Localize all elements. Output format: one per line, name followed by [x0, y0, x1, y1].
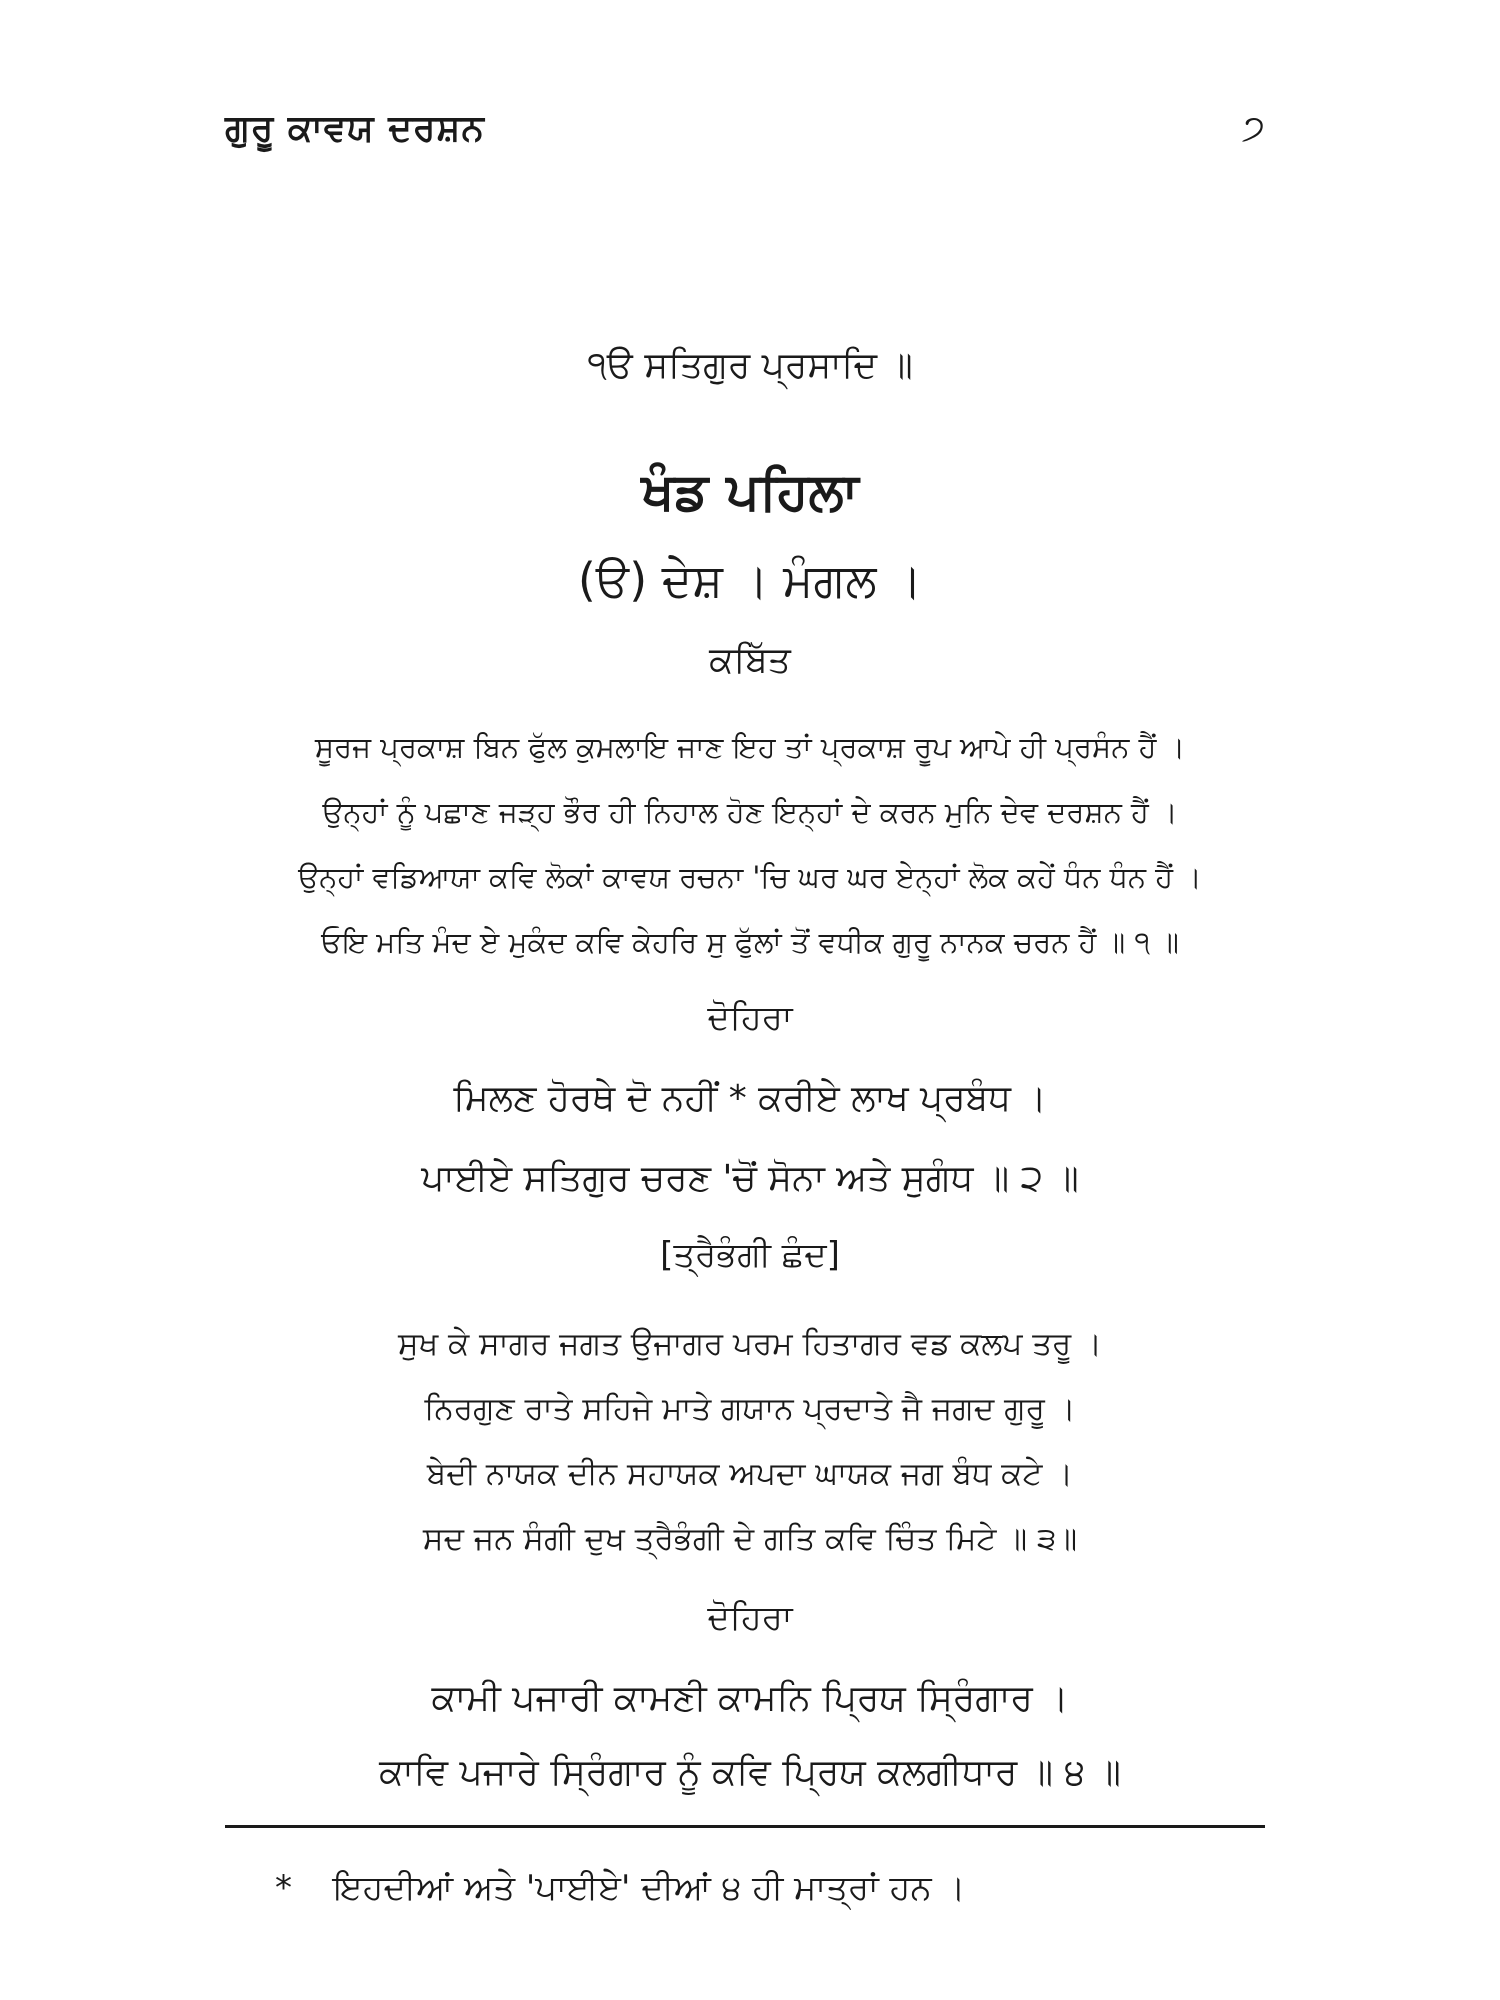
kabitt-line-4: ਓਇ ਮਤਿ ਮੰਦ ਏ ਮੁਕੰਦ ਕਵਿ ਕੇਹਰਿ ਸੁ ਫੁੱਲਾਂ ਤੋਂ ਵਧੀਕ ਗੁਰੂ ਨਾਨਕ ਚਰਨ ਹੈਂ ॥ ੧ ॥	[321, 925, 1179, 959]
kabitt-line-3: ਉਨ੍ਹਾਂ ਵਡਿਆਯਾ ਕਵਿ ਲੋਕਾਂ ਕਾਵਯ ਰਚਨਾ 'ਚਿ ਘਰ ਘਰ ਏਨ੍ਹਾਂ ਲੋਕ ਕਹੇਂ ਧੰਨ ਧੰਨ ਹੈਂ ।	[298, 860, 1202, 894]
kabitt-line-2: ਉਨ੍ਹਾਂ ਨੂੰ ਪਛਾਣ ਜੜ੍ਹ ਭੌਰ ਹੀ ਨਿਹਾਲ ਹੋਣ ਇਨ੍ਹਾਂ ਦੇ ਕਰਨ ਮੁਨਿ ਦੇਵ ਦਰਸ਼ਨ ਹੈਂ ।	[322, 795, 1178, 829]
tribhangi-chhand-heading: [ਤ੍ਰੈਭੰਗੀ ਛੰਦ]	[660, 1235, 840, 1275]
chhand-line-2: ਨਿਰਗੁਣ ਰਾਤੇ ਸਹਿਜੇ ਮਾਤੇ ਗਯਾਨ ਪ੍ਰਦਾਤੇ ਜੈ ਜਗਦ ਗੁਰੂ ।	[424, 1391, 1076, 1427]
footnote-text: ਇਹਦੀਆਂ ਅਤੇ 'ਪਾਈਏ' ਦੀਆਂ ੪ ਹੀ ਮਾਤ੍ਰਾਂ ਹਨ ।	[333, 1868, 966, 1908]
kabitt-line-1: ਸੂਰਜ ਪ੍ਰਕਾਸ਼ ਬਿਨ ਫੁੱਲ ਕੁਮਲਾਇ ਜਾਣ ਇਹ ਤਾਂ ਪ੍ਰਕਾਸ਼ ਰੂਪ ਆਪੇ ਹੀ ਪ੍ਰਸੰਨ ਹੈਂ ।	[314, 730, 1186, 764]
dohira-1-line-1: ਮਿਲਣ ਹੋਰਥੇ ਦੋ ਨਹੀਂ * ਕਰੀਏ ਲਾਖ ਪ੍ਰਬੰਧ ।	[453, 1078, 1047, 1119]
dohira-2-line-1: ਕਾਮੀ ਪਜਾਰੀ ਕਾਮਣੀ ਕਾਮਨਿ ਪ੍ਰਿਯ ਸ੍ਰਿੰਗਾਰ ।	[431, 1678, 1069, 1719]
chhand-line-1: ਸੁਖ ਕੇ ਸਾਗਰ ਜਗਤ ਉਜਾਗਰ ਪਰਮ ਹਿਤਾਗਰ ਵਡ ਕਲਪ ਤਰੂ ।	[398, 1326, 1102, 1362]
chhand-line-3: ਬੇਦੀ ਨਾਯਕ ਦੀਨ ਸਹਾਯਕ ਅਪਦਾ ਘਾਯਕ ਜਗ ਬੰਧ ਕਟੇ ।	[426, 1456, 1074, 1492]
chapter-title: ਖੰਡ ਪਹਿਲਾ	[641, 462, 859, 522]
footnote-marker: *	[275, 1868, 292, 1908]
dohira-1-heading: ਦੋਹਿਰਾ	[707, 998, 793, 1038]
running-head-title: ਗੁਰੂ ਕਾਵਯ ਦਰਸ਼ਨ	[225, 108, 485, 149]
dohira-2-line-2: ਕਾਵਿ ਪਜਾਰੇ ਸ੍ਰਿੰਗਾਰ ਨੂੰ ਕਵਿ ਪ੍ਰਿਯ ਕਲਗੀਧਾਰ ॥ ੪ ॥	[379, 1752, 1121, 1793]
page-number: ੭	[1241, 108, 1265, 149]
dohira-2-heading: ਦੋਹਿਰਾ	[707, 1598, 793, 1638]
chhand-line-4: ਸਦ ਜਨ ਸੰਗੀ ਦੁਖ ਤ੍ਰੈਭੰਗੀ ਦੇ ਗਤਿ ਕਵਿ ਚਿੰਤ ਮਿਟੇ ॥ ੩॥	[422, 1521, 1078, 1557]
section-title: (ੳ) ਦੇਸ਼ । ਮੰਗਲ ।	[577, 553, 923, 607]
kabitt-heading: ਕਬਿੱਤ	[709, 640, 791, 681]
footnote	[275, 1868, 965, 1908]
dohira-1-line-2: ਪਾਈਏ ਸਤਿਗੁਰ ਚਰਣ 'ਚੋਂ ਸੋਨਾ ਅਤੇ ਸੁਗੰਧ ॥ ੨ ॥	[421, 1158, 1079, 1199]
invocation: ੧ੳ ਸਤਿਗੁਰ ਪ੍ਰਸਾਦਿ ॥	[587, 345, 913, 386]
footnote-divider	[225, 1825, 1265, 1828]
